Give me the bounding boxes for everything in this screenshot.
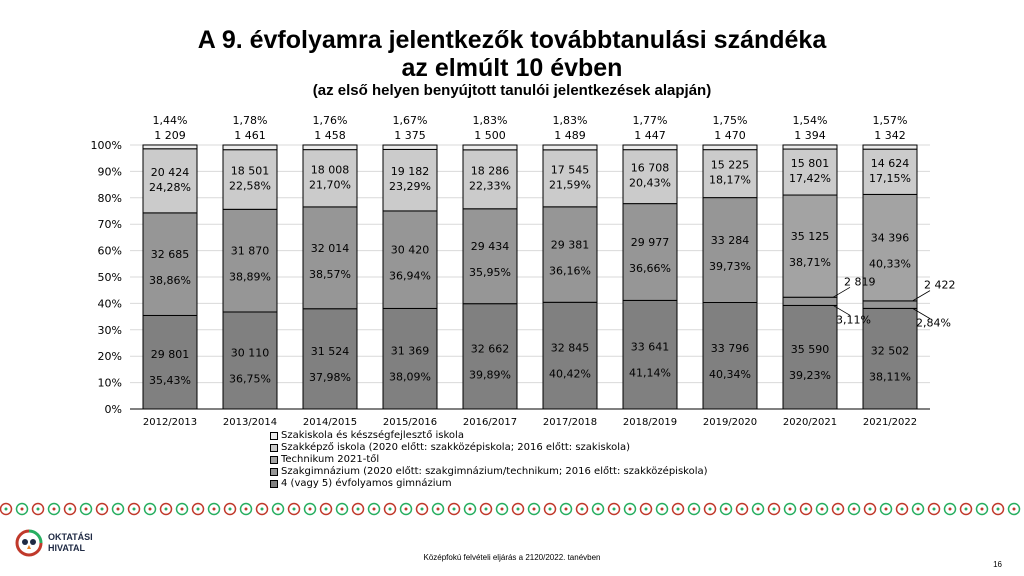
decor-dot	[85, 508, 88, 511]
chart-legend	[270, 430, 708, 490]
bar-segment-szakiskola	[383, 145, 437, 149]
data-label-count: 29 381	[550, 238, 590, 252]
data-label-percent: 20,43%	[629, 176, 671, 190]
data-label-percent: 36,16%	[549, 264, 591, 278]
legend-swatch	[270, 468, 278, 476]
decor-dot	[821, 508, 824, 511]
decor-dot	[837, 508, 840, 511]
data-label-count: 31 870	[230, 244, 270, 258]
data-label-percent: 1,83%	[472, 114, 508, 127]
y-tick-label: 100%	[90, 139, 122, 152]
data-label-percent: 24,28%	[149, 180, 191, 194]
decor-dot	[437, 508, 440, 511]
legend-swatch	[270, 444, 278, 452]
bar-segment-gimnazium	[543, 302, 597, 409]
bar-segment-gimnazium	[463, 304, 517, 409]
decor-dot	[245, 508, 248, 511]
decor-dot	[149, 508, 152, 511]
decor-dot	[229, 508, 232, 511]
chart-title-line2: az elmúlt 10 évben	[401, 54, 623, 82]
decor-dot	[949, 508, 952, 511]
decor-dot	[885, 508, 888, 511]
bar-segment-szakgimnazium	[703, 198, 757, 303]
legend-label: Szakképző iskola (2020 előtt: szakközépiskola; 2016 előtt: szakiskola)	[281, 442, 631, 453]
bar-segment-szakgimnazium	[543, 207, 597, 302]
data-label-count: 1 447	[634, 129, 666, 142]
y-tick-label: 50%	[97, 271, 122, 284]
data-label-count: 19 182	[390, 165, 430, 179]
data-label-percent: 23,29%	[389, 180, 431, 194]
data-label-count: 33 796	[710, 341, 750, 355]
decor-dot	[853, 508, 856, 511]
data-label-count: 32 662	[470, 342, 510, 356]
decor-dot	[981, 508, 984, 511]
decor-dot	[613, 508, 616, 511]
data-label-percent: 35,95%	[469, 266, 511, 280]
data-label-percent: 39,89%	[469, 368, 511, 382]
data-label-percent: 1,77%	[632, 114, 668, 127]
bar-segment-szakgimnazium	[783, 297, 837, 305]
data-label-count: 29 801	[150, 348, 190, 362]
decor-dot	[901, 508, 904, 511]
decor-dot	[533, 508, 536, 511]
data-label-percent: 21,59%	[549, 178, 591, 192]
legend-item-technikum	[270, 454, 708, 466]
data-label-percent: 1,54%	[792, 114, 828, 127]
decor-dot	[181, 508, 184, 511]
decor-dot	[309, 508, 312, 511]
bar-segment-szakiskola	[623, 145, 677, 150]
chart-title: A 9. évfolyamra jelentkezők továbbtanulási szándéka	[197, 26, 827, 54]
data-label-count: 1 458	[314, 129, 346, 142]
data-label-count: 1 470	[714, 129, 746, 142]
decor-dot	[69, 508, 72, 511]
decor-dot	[373, 508, 376, 511]
legend-label: Szakgimnázium (2020 előtt: szakgimnázium/technikum; 2016 előtt: szakközépiskola)	[281, 466, 708, 477]
x-tick-label: 2021/2022	[862, 417, 918, 428]
bar-segment-szakiskola	[543, 145, 597, 150]
decor-dot	[325, 508, 328, 511]
data-label-count: 35 125	[790, 230, 830, 244]
decor-dot	[869, 508, 872, 511]
data-label-count: 15 801	[790, 157, 830, 171]
data-label-percent: 22,58%	[229, 179, 271, 193]
data-label-percent: 38,71%	[789, 256, 831, 270]
decor-dot	[277, 508, 280, 511]
y-tick-label: 0%	[104, 403, 122, 416]
y-tick-label: 10%	[97, 376, 122, 390]
data-label-percent: 39,73%	[709, 260, 751, 274]
bar-segment-szakgimnazium	[463, 209, 517, 304]
legend-item-szakkepzo	[270, 442, 708, 454]
decor-dot	[357, 508, 360, 511]
decor-dot	[789, 508, 792, 511]
data-label-percent: 1,44%	[152, 114, 188, 127]
data-label-count: 1 209	[154, 129, 186, 142]
bar-segment-szakgimnazium	[383, 211, 437, 309]
data-label-percent: 40,34%	[709, 367, 751, 381]
data-label-percent: 38,11%	[869, 370, 911, 384]
decor-dot	[53, 508, 56, 511]
x-tick-label: 2012/2013	[142, 417, 198, 428]
bar-segment-szakiskola	[783, 145, 837, 149]
data-label-percent: 22,33%	[469, 179, 511, 193]
data-label-count: 15 225	[710, 158, 750, 172]
bar-segment-szakgimnazium	[303, 207, 357, 309]
decor-dot	[581, 508, 584, 511]
data-label-count: 1 375	[394, 129, 426, 142]
decor-dot	[101, 508, 104, 511]
decor-dot	[213, 508, 216, 511]
bar-segment-gimnazium	[623, 300, 677, 409]
y-tick-label: 90%	[97, 165, 122, 179]
bar-segment-technikum	[783, 195, 837, 297]
data-label-count: 1 342	[874, 129, 906, 142]
decor-dot	[517, 508, 520, 511]
y-tick-label: 80%	[97, 191, 122, 205]
legend-label: 4 (vagy 5) évfolyamos gimnázium	[281, 478, 452, 489]
y-tick-label: 60%	[97, 244, 122, 258]
bar-segment-gimnazium	[863, 308, 917, 409]
decor-dot	[405, 508, 408, 511]
bar-segment-szakiskola	[143, 145, 197, 149]
decor-dot	[421, 508, 424, 511]
data-label-count: 31 369	[390, 344, 430, 358]
decor-dot	[117, 508, 120, 511]
y-tick-label: 40%	[97, 297, 122, 311]
x-tick-label: 2017/2018	[542, 417, 598, 428]
data-label-count: 18 008	[310, 163, 350, 177]
legend-label: Szakiskola és készségfejlesztő iskola	[281, 430, 464, 441]
decor-dot	[773, 508, 776, 511]
decor-dot	[677, 508, 680, 511]
data-label-percent: 21,70%	[309, 178, 351, 192]
data-label-percent: 17,15%	[869, 171, 911, 185]
decor-dot	[709, 508, 712, 511]
y-tick-label: 30%	[97, 323, 122, 337]
decor-dot	[1013, 508, 1016, 511]
bar-segment-gimnazium	[703, 303, 757, 409]
data-label-count: 14 624	[870, 156, 910, 170]
chart-subtitle: (az első helyen benyújtott tanulói jelentkezések alapján)	[312, 82, 712, 99]
data-label-percent: 36,75%	[229, 372, 271, 386]
bar-segment-gimnazium	[303, 309, 357, 409]
decor-dot	[565, 508, 568, 511]
data-label-count: 32 502	[870, 344, 910, 358]
bar-segment-szakgimnazium	[143, 213, 197, 316]
decor-dot	[37, 508, 40, 511]
decor-dot	[661, 508, 664, 511]
data-label-percent: 35,43%	[149, 374, 191, 388]
data-label-percent: 36,66%	[629, 261, 671, 275]
data-label-count: 29 977	[630, 235, 670, 249]
decor-dot	[389, 508, 392, 511]
data-label-percent: 3,11%	[836, 313, 871, 327]
decor-dot	[453, 508, 456, 511]
data-label-percent: 36,94%	[389, 269, 431, 283]
data-label-count: 34 396	[870, 231, 910, 245]
x-tick-label: 2015/2016	[382, 417, 438, 428]
legend-item-gimnazium	[270, 478, 708, 490]
data-label-count: 32 685	[150, 248, 190, 262]
decor-dot	[5, 508, 8, 511]
data-label-percent: 1,83%	[552, 114, 588, 127]
decor-dot	[597, 508, 600, 511]
y-tick-label: 70%	[97, 218, 122, 232]
y-tick-label: 20%	[97, 350, 122, 364]
bar-segment-szakiskola	[223, 145, 277, 150]
decor-dot	[965, 508, 968, 511]
decor-dot	[21, 508, 24, 511]
decor-dot	[997, 508, 1000, 511]
data-label-percent: 1,57%	[872, 114, 908, 127]
logo-line1: OKTATÁSI	[48, 532, 93, 542]
data-label-percent: 18,17%	[709, 173, 751, 187]
data-label-count: 1 461	[234, 129, 266, 142]
x-tick-label: 2014/2015	[302, 417, 358, 428]
legend-swatch	[270, 432, 278, 440]
decor-dot	[805, 508, 808, 511]
decor-dot	[293, 508, 296, 511]
x-tick-label: 2019/2020	[702, 417, 758, 428]
decor-dot	[917, 508, 920, 511]
data-label-count: 35 590	[790, 343, 830, 357]
data-label-count: 17 545	[550, 163, 590, 177]
decor-dot	[469, 508, 472, 511]
bar-segment-gimnazium	[223, 312, 277, 409]
decorative-border	[0, 498, 1024, 520]
decor-dot	[933, 508, 936, 511]
data-label-count: 20 424	[150, 165, 190, 179]
decor-dot	[693, 508, 696, 511]
data-label-percent: 37,98%	[309, 370, 351, 384]
legend-item-szakiskola	[270, 430, 708, 442]
data-label-percent: 1,78%	[232, 114, 268, 127]
decor-dot	[197, 508, 200, 511]
data-label-percent: 38,86%	[149, 274, 191, 288]
decor-dot	[261, 508, 264, 511]
x-tick-label: 2018/2019	[622, 417, 678, 428]
page-number: 16	[993, 560, 1002, 569]
data-label-count: 16 708	[630, 161, 670, 175]
data-label-count: 1 500	[474, 129, 506, 142]
decor-dot	[485, 508, 488, 511]
bar-segment-gimnazium	[143, 315, 197, 409]
data-label-count: 33 641	[630, 340, 670, 354]
bar-segment-gimnazium	[783, 305, 837, 409]
decor-dot	[741, 508, 744, 511]
bar-segment-szakgimnazium	[623, 204, 677, 301]
data-label-percent: 17,42%	[789, 172, 831, 186]
bar-segment-szakiskola	[463, 145, 517, 150]
bar-segment-szakgimnazium	[863, 301, 917, 308]
logo-line2: HIVATAL	[48, 543, 85, 553]
decor-dot	[645, 508, 648, 511]
bar-segment-szakiskola	[703, 145, 757, 150]
data-label-percent: 41,14%	[629, 366, 671, 380]
bar-segment-szakiskola	[863, 145, 917, 149]
x-tick-label: 2016/2017	[462, 417, 518, 428]
decor-dot	[725, 508, 728, 511]
data-label-count: 30 110	[230, 346, 270, 360]
legend-swatch	[270, 456, 278, 464]
data-label-percent: 39,23%	[789, 369, 831, 383]
data-label-percent: 1,75%	[712, 114, 748, 127]
data-label-count: 18 501	[230, 164, 270, 178]
data-label-percent: 38,89%	[229, 270, 271, 284]
data-label-percent: 38,09%	[389, 370, 431, 384]
data-label-count: 32 014	[310, 241, 350, 255]
data-label-count: 30 420	[390, 243, 430, 257]
data-label-count: 29 434	[470, 240, 510, 254]
legend-label: Technikum 2021-től	[281, 454, 380, 465]
bar-segment-szakgimnazium	[223, 209, 277, 312]
decor-dot	[341, 508, 344, 511]
legend-item-szakgimnazium	[270, 466, 708, 478]
data-label-count: 1 394	[794, 129, 826, 142]
bar-segment-szakiskola	[303, 145, 357, 150]
data-label-percent: 40,42%	[549, 367, 591, 381]
legend-swatch	[270, 480, 278, 488]
decor-dot	[549, 508, 552, 511]
bar-segment-gimnazium	[383, 308, 437, 409]
data-label-percent: 2,84%	[916, 316, 951, 330]
data-label-count: 1 489	[554, 129, 586, 142]
data-label-count: 2 819	[844, 275, 876, 289]
data-label-count: 2 422	[924, 278, 956, 292]
data-label-percent: 1,67%	[392, 114, 428, 127]
data-label-count: 32 845	[550, 341, 590, 355]
decor-dot	[629, 508, 632, 511]
decor-dot	[165, 508, 168, 511]
decor-dot	[133, 508, 136, 511]
data-label-count: 33 284	[710, 234, 750, 248]
x-tick-label: 2020/2021	[782, 417, 838, 428]
data-label-count: 31 524	[310, 344, 350, 358]
footer-text: Középfokú felvételi eljárás a 2120/2022. tanévben	[423, 553, 601, 562]
decor-dot	[757, 508, 760, 511]
x-tick-label: 2013/2014	[222, 417, 278, 428]
data-label-percent: 1,76%	[312, 114, 348, 127]
data-label-percent: 38,57%	[309, 267, 351, 281]
data-label-percent: 40,33%	[869, 257, 911, 271]
decor-dot	[501, 508, 504, 511]
data-label-count: 18 286	[470, 164, 510, 178]
